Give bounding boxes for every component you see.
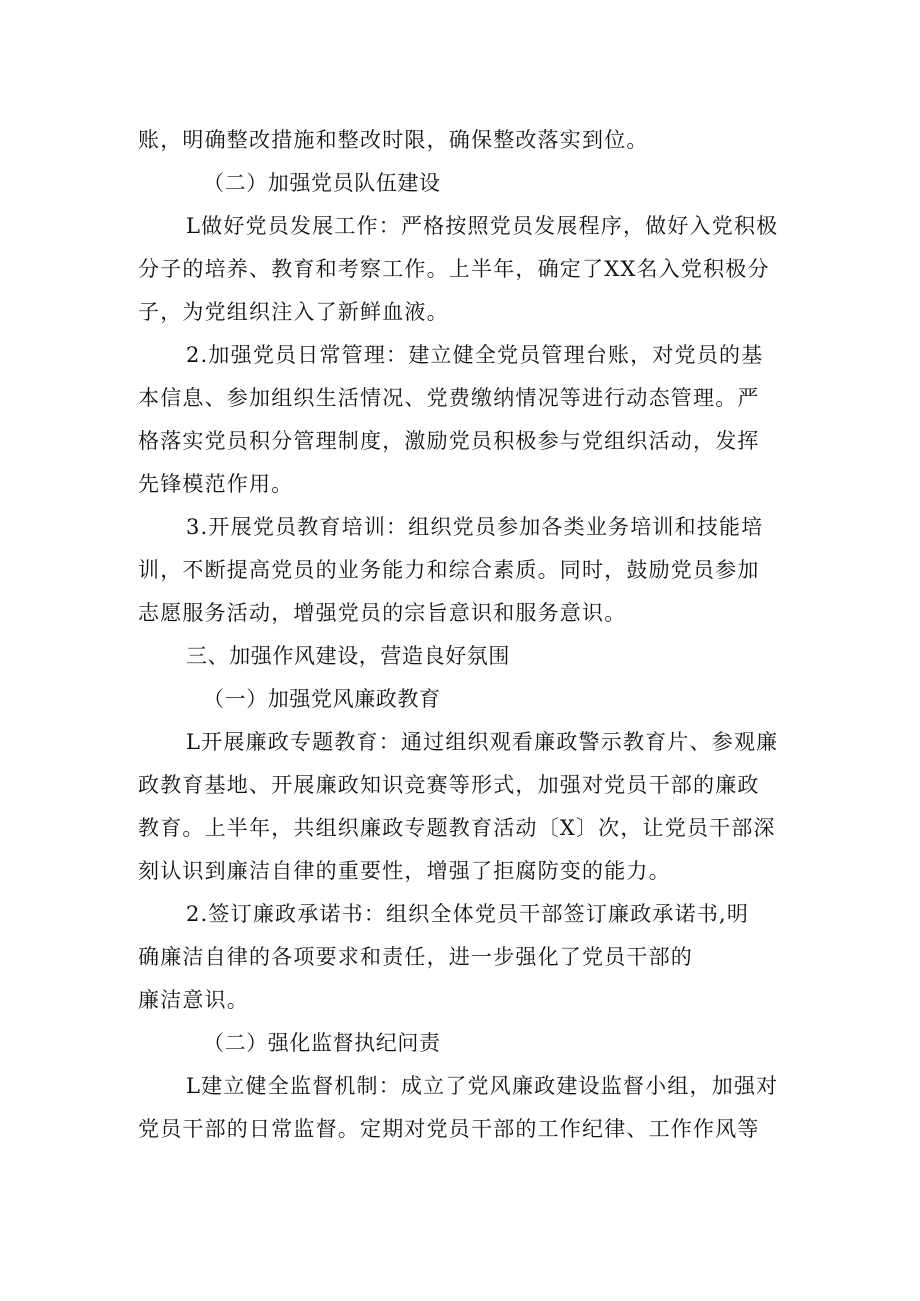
paragraph-line: 教育。上半年，共组织廉政专题教育活动〔X〕次，让党员干部深 (138, 816, 776, 840)
paragraph-line: 志愿服务活动，增强党员的宗旨意识和服务意识。 (138, 601, 627, 625)
paragraph-line: 3.开展党员教育培训：组织党员参加各类业务培训和技能培 (186, 515, 764, 539)
section-heading: 三、加强作风建设，营造良好氛围 (186, 644, 510, 668)
section-heading: （二）加强党员队伍建设 (203, 171, 441, 195)
paragraph-line: 党员干部的日常监督。定期对党员干部的工作纪律、工作作风等 (138, 1117, 760, 1141)
section-heading: （二）强化监督执纪问责 (203, 1031, 441, 1055)
paragraph-line: 确廉洁自律的各项要求和责任，进一步强化了党员干部的 (138, 945, 693, 969)
paragraph-line: L建立健全监督机制：成立了党风廉政建设监督小组，加强对 (186, 1074, 779, 1098)
paragraph-line: 2.签订廉政承诺书：组织全体党员干部签订廉政承诺书,明 (186, 902, 750, 926)
paragraph-line: 账，明确整改措施和整改时限，确保整改落实到位。 (138, 128, 649, 152)
paragraph-line: 先锋模范作用。 (138, 472, 294, 496)
paragraph-line: L开展廉政专题教育：通过组织观看廉政警示教育片、参观廉 (186, 730, 779, 754)
paragraph-line: 格落实党员积分管理制度，激励党员积极参与党组织活动，发挥 (138, 429, 760, 453)
paragraph-line: 廉洁意识。 (138, 988, 249, 1012)
paragraph-line: 刻认识到廉洁自律的重要性，增强了拒腐防变的能力。 (138, 859, 671, 883)
section-heading: （一）加强党风廉政教育 (203, 687, 441, 711)
paragraph-line: 本信息、参加组织生活情况、党费缴纳情况等进行动态管理。严 (138, 386, 760, 410)
paragraph-line: 子，为党组织注入了新鲜血液。 (138, 300, 449, 324)
paragraph-line: 政教育基地、开展廉政知识竞赛等形式，加强对党员干部的廉政 (138, 773, 760, 797)
paragraph-line: 2.加强党员日常管理：建立健全党员管理台账，对党员的基 (186, 343, 764, 367)
paragraph-line: 训，不断提高党员的业务能力和综合素质。同时，鼓励党员参加 (138, 558, 760, 582)
paragraph-line: L做好党员发展工作：严格按照党员发展程序，做好入党积极 (186, 214, 779, 238)
paragraph-line: 分子的培养、教育和考察工作。上半年，确定了XX名入党积极分 (138, 257, 770, 281)
